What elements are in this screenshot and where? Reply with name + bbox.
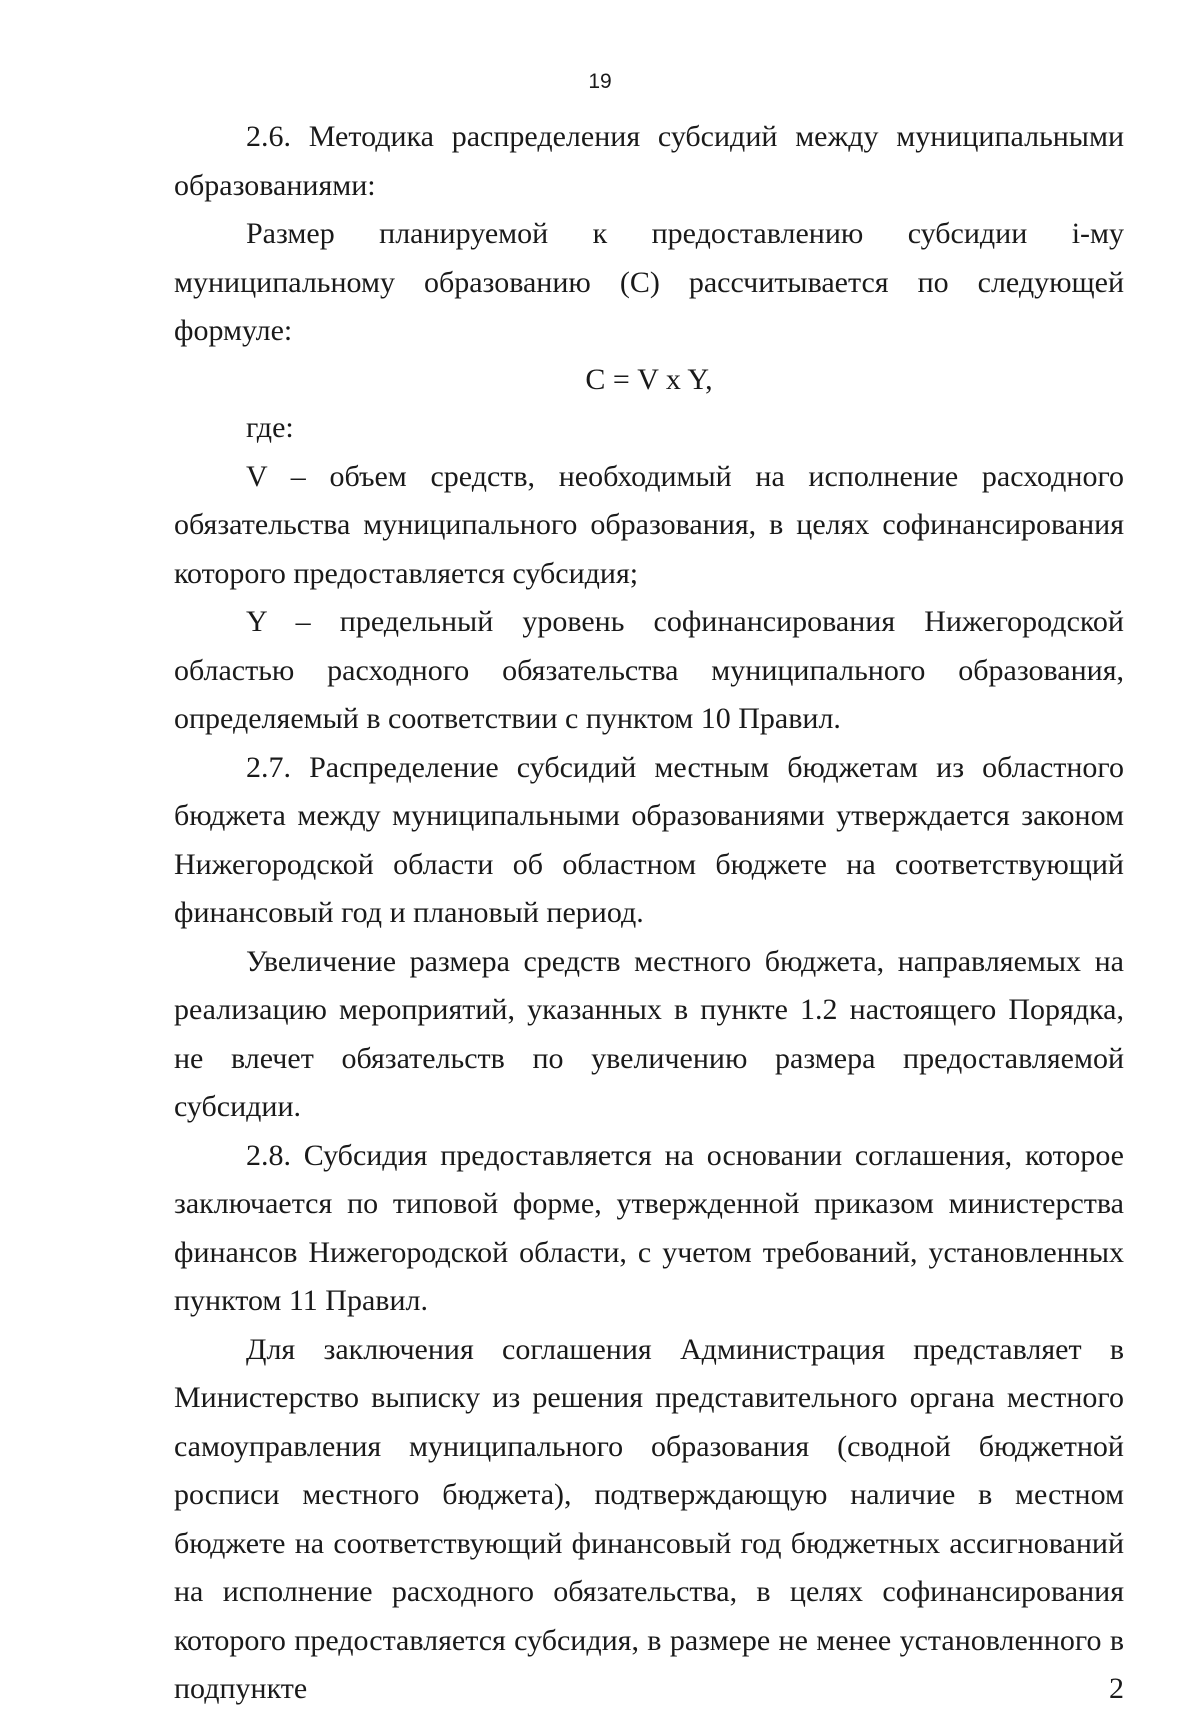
paragraph-2-6-heading: 2.6. Методика распределения субсидий между муниципальными образованиями: — [174, 120, 1124, 202]
page-number: 19 — [588, 70, 612, 93]
paragraph-2-7: 2.7. Распределение субсидий местным бюджетам из областного бюджета между муниципальными образованиями утверждается законом Нижегородской области об областном бюджете на соответствующий финансовый год и плановый период. — [174, 750, 1124, 929]
paragraph-definition-y: Y – предельный уровень софинансирования Нижегородской областью расходного обязательства муниципального образования, определяемый в соответствии с пунктом 10 Правил. — [174, 605, 1124, 735]
paragraph-definition-v: V – объем средств, необходимый на исполнение расходного обязательства муниципального образования, в целях софинансирования которого предоставляется субсидия; — [174, 459, 1124, 590]
paragraph-agreement: Для заключения соглашения Администрация представляет в Министерство выписку из решения представительного органа местного самоуправления муниципального образования (сводной бюджетной росписи местного бюджета), подтверждающую наличие в местном бюджете на соответствующий финансовый год бюджетных ассигнований на исполнение расходного обязательства, в целях софинансирования которого предоставляется субсидия, в размере не менее установленного в подпункте 2 — [174, 1332, 1124, 1705]
document-body — [174, 113, 1124, 1714]
paragraph-increase: Увеличение размера средств местного бюджета, направляемых на реализацию мероприятий, указанных в пункте 1.2 настоящего Порядка, не влечет обязательств по увеличению размера предоставляемой субсидии. — [174, 944, 1124, 1123]
paragraph-where: где: — [246, 411, 294, 444]
paragraph-subsidy-size: Размер планируемой к предоставлению субсидии i-му муниципальному образованию (С) рассчитывается по следующей формуле: — [174, 217, 1124, 347]
paragraph-2-8: 2.8. Субсидия предоставляется на основании соглашения, которое заключается по типовой форме, утвержденной приказом министерства финансов Нижегородской области, с учетом требований, установленных пунктом 11 Правил. — [174, 1138, 1124, 1317]
formula: С = V x Y, — [585, 362, 713, 396]
